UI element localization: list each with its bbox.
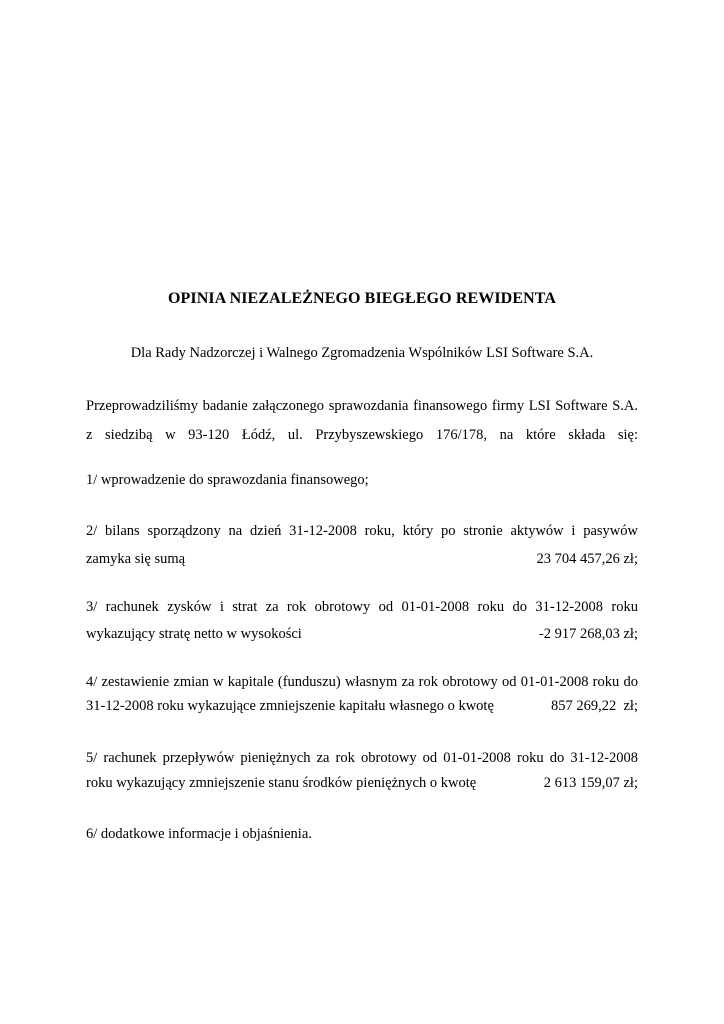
item-2-amount: 23 704 457,26 zł;	[536, 551, 638, 567]
item-6-text: 6/ dodatkowe informacje i objaśnienia.	[86, 826, 312, 842]
intro-line-1: Przeprowadziliśmy badanie załączonego sprawozdania finansowego firmy LSI Software S.A.	[86, 398, 638, 414]
item-5-line-1: 5/ rachunek przepływów pieniężnych za rok obrotowy od 01-01-2008 roku do 31-12-2008	[86, 750, 638, 766]
item-4-amount: 857 269,22 zł;	[551, 698, 638, 714]
item-4-line-1: 4/ zestawienie zmian w kapitale (funduszu) własnym za rok obrotowy od 01-01-2008 roku do	[86, 674, 638, 690]
item-3-line-1: 3/ rachunek zysków i strat za rok obrotowy od 01-01-2008 roku do 31-12-2008 roku	[86, 599, 638, 615]
item-4-label: 31-12-2008 roku wykazujące zmniejszenie kapitału własnego o kwotę	[86, 698, 494, 714]
item-5-label: roku wykazujący zmniejszenie stanu środków pieniężnych o kwotę	[86, 775, 477, 791]
item-2-line-1: 2/ bilans sporządzony na dzień 31-12-2008 roku, który po stronie aktywów i pasywów	[86, 523, 638, 539]
item-3-line-2	[86, 624, 638, 644]
addressee-line: Dla Rady Nadzorczej i Walnego Zgromadzenia Wspólników LSI Software S.A.	[130, 345, 594, 361]
document-title: OPINIA NIEZALEŻNEGO BIEGŁEGO REWIDENTA	[167, 290, 557, 307]
item-5-amount: 2 613 159,07 zł;	[543, 775, 638, 791]
item-4-line-2	[86, 696, 638, 716]
item-1-text: 1/ wprowadzenie do sprawozdania finansowego;	[86, 472, 369, 488]
item-2-line-2	[86, 549, 638, 569]
intro-line-2: z siedzibą w 93-120 Łódź, ul. Przybyszewskiego 176/178, na które składa się:	[86, 427, 638, 443]
item-3-label: wykazujący stratę netto w wysokości	[86, 626, 302, 642]
item-2-label: zamyka się sumą	[86, 551, 186, 567]
item-5-line-2	[86, 773, 638, 793]
item-3-amount: -2 917 268,03 zł;	[538, 626, 638, 642]
